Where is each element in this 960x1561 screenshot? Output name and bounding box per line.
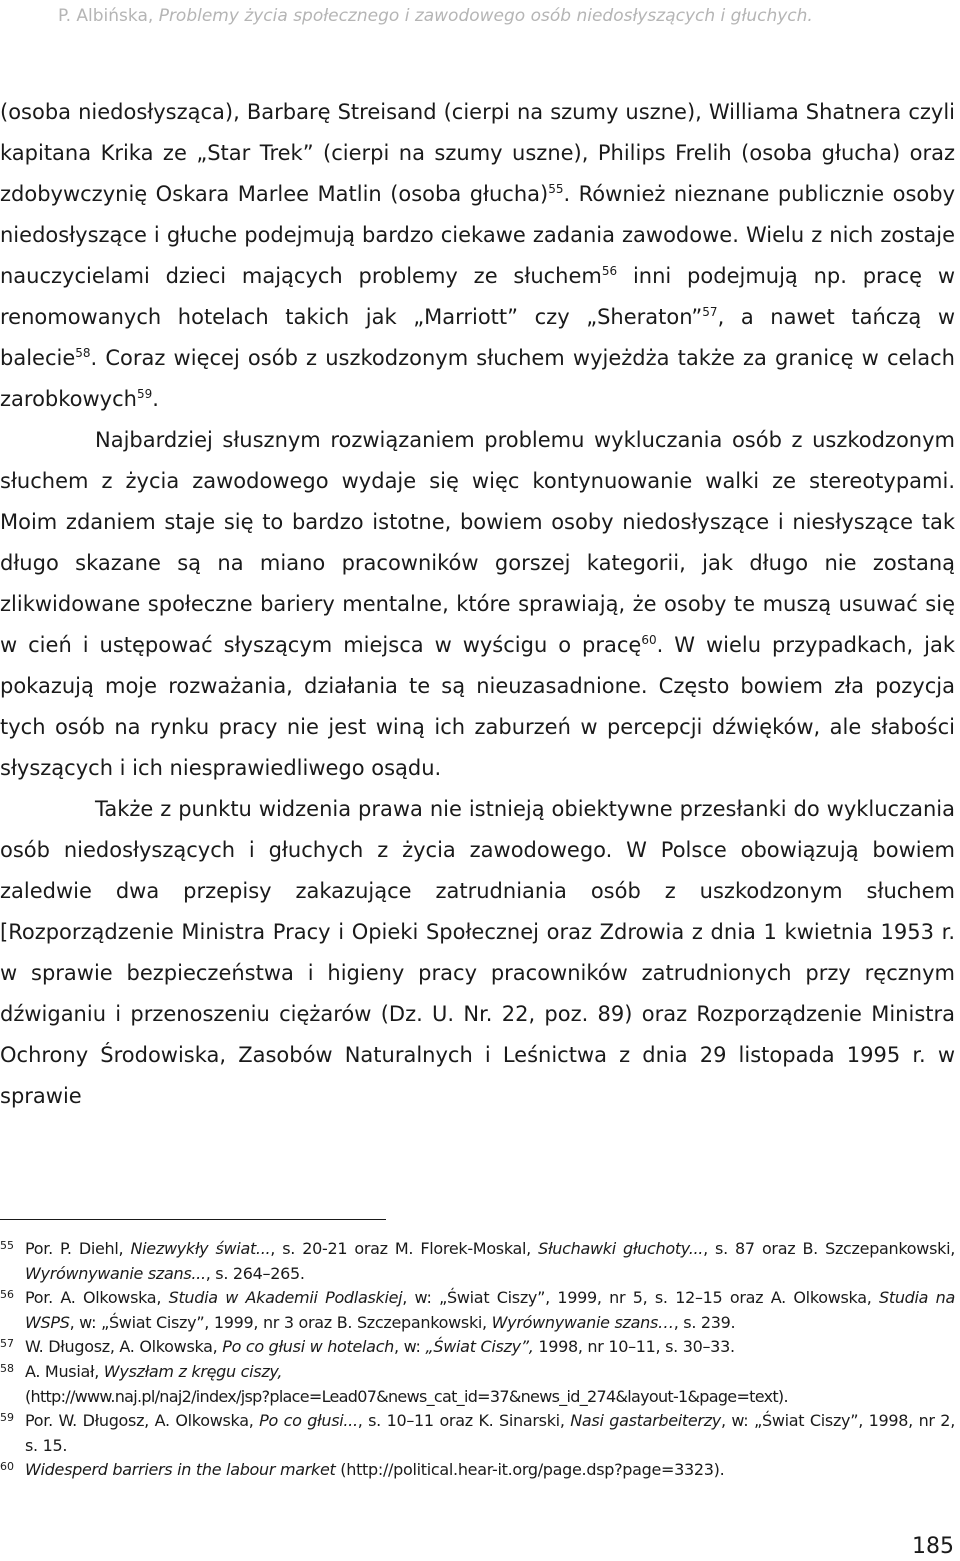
footnotes: [0, 1237, 955, 1483]
text-run: .: [152, 387, 159, 411]
footnote-text: W. Długosz, A. Olkowska,: [25, 1337, 223, 1357]
footnote-title: „Świat Ciszy”,: [425, 1337, 534, 1357]
page-number: 185: [912, 1534, 954, 1559]
footnote-ref-56[interactable]: 56: [601, 264, 618, 278]
body-text: [0, 92, 955, 1117]
footnote-text: , w: „Świat Ciszy”, 1998, nr 2, s. 15.: [25, 1411, 955, 1455]
footnote-text: A. Musiał,: [25, 1361, 104, 1381]
footnote-60: [0, 1458, 955, 1483]
running-header: [58, 6, 813, 26]
footnote-58: [0, 1360, 955, 1409]
footnote-text: , w: „Świat Ciszy”, 1999, nr 5, s. 12–15 oraz A. Olkowska,: [402, 1288, 879, 1308]
text-run: . Również nieznane publicznie osoby niedosłyszące i głuche podejmują bardzo ciekawe zadania zawodowe. Wielu z nich zostaje nauczycielami dzieci mających problemy ze słuchem: [0, 182, 955, 288]
footnote-text: , s. 10–11 oraz K. Sinarski,: [357, 1411, 571, 1431]
footnote-title: Nasi gastarbeiterzy: [570, 1411, 721, 1431]
footnote-url[interactable]: (http://www.naj.pl/naj2/index/jsp?place=Lead07&news_cat_id=37&news_id_274&layout-1&page=text).: [25, 1386, 788, 1406]
footnote-title: Studia w Akademii Podlaskiej: [168, 1288, 403, 1308]
footnote-text: , s. 239.: [673, 1312, 736, 1332]
footnote-ref-59[interactable]: 59: [136, 387, 153, 401]
footnote-separator: [0, 1219, 386, 1220]
footnote-number: 58: [0, 1361, 14, 1375]
footnote-url[interactable]: (http://political.hear-it.org/page.dsp?page=3323).: [335, 1460, 725, 1480]
footnote-text: , s. 20-21 oraz M. Florek-Moskal,: [270, 1239, 539, 1258]
footnote-text: , w:: [394, 1337, 426, 1357]
footnote-text: Por. W. Długosz, A. Olkowska,: [25, 1411, 260, 1431]
footnote-text: , s. 264–265.: [205, 1263, 305, 1283]
paragraph-3: Także z punktu widzenia prawa nie istnieją obiektywne przesłanki do wykluczania osób niedosłyszących i głuchych z życia zawodowego. W Polsce obowiązują bowiem zaledwie dwa przepisy zakazujące zatrudniania osób z uszkodzonym słuchem [Rozporządzenie Ministra Pracy i Opieki Społecznej oraz Zdrowia z dnia 1 kwietnia 1953 r. w sprawie bezpieczeństwa i higieny pracy pracowników zatrudnionych przy ręcznym dźwiganiu i przenoszeniu ciężarów (Dz. U. Nr. 22, poz. 89) oraz Rozporządzenie Ministra Ochrony Środowiska, Zasobów Naturalnych i Leśnictwa z dnia 29 listopada 1995 r. w sprawie: [0, 797, 955, 1108]
footnote-number: 59: [0, 1411, 14, 1425]
footnote-text: 1998, nr 10–11, s. 30–33.: [533, 1337, 735, 1357]
footnote-title: Wyszłam z kręgu ciszy,: [103, 1361, 283, 1381]
footnote-number: 55: [0, 1239, 14, 1252]
footnote-number: 60: [0, 1460, 14, 1474]
text-run: . W wielu przypadkach, jak pokazują moje rozważania, działania te są nieuzasadnione. Często bowiem zła pozycja tych osób na rynku pracy nie jest winą ich zaburzeń w percepcji dźwięków, ale słabości słyszących i ich niesprawiedliwego osądu.: [0, 633, 955, 780]
text-run: (osoba niedosłysząca), Barbarę Streisand (cierpi na szumy uszne), Williama Shatnera czyli kapitana Krika ze „Star Trek” (cierpi na szumy uszne), Philips Frelih (osoba głucha) oraz zdobywczynię Oskara Marlee Matlin (osoba głucha): [0, 100, 955, 206]
header-title: Problemy życia społecznego i zawodowego osób niedosłyszących i głuchych.: [158, 6, 813, 26]
footnote-text: , s. 87 oraz B. Szczepankowski,: [703, 1239, 955, 1258]
footnote-text: Por. P. Diehl,: [25, 1239, 131, 1258]
text-run: inni podejmują np. pracę w renomowanych hotelach takich jak „Marriott” czy „Sheraton”: [0, 264, 955, 329]
footnote-number: 57: [0, 1337, 14, 1351]
footnote-55: [0, 1237, 955, 1286]
footnote-text: , w: „Świat Ciszy”, 1999, nr 3 oraz B. Szczepankowski,: [69, 1312, 492, 1332]
footnote-title: Wyrównywanie szans…: [491, 1312, 674, 1332]
footnote-59: [0, 1409, 955, 1458]
footnote-title: Po co głusi w hotelach: [222, 1337, 395, 1357]
footnote-title: Widesperd barriers in the labour market: [25, 1460, 336, 1480]
text-run: Najbardziej słusznym rozwiązaniem problemu wykluczania osób z uszkodzonym słuchem z życia zawodowego wydaje się więc kontynuowanie walki ze stereotypami. Moim zdaniem staje się to bardzo istotne, bowiem osoby niedosłyszące i niesłyszące tak długo skazane są na miano pracowników gorszej kategorii, jak długo nie zostaną zlikwidowane społeczne bariery mentalne, które sprawiają, że osoby te muszą usuwać się w cień i ustępować słyszącym miejsca w wyścigu o pracę: [0, 428, 955, 657]
footnote-title: Słuchawki głuchoty...: [538, 1239, 704, 1258]
footnote-ref-57[interactable]: 57: [702, 305, 718, 319]
footnote-ref-55[interactable]: 55: [548, 182, 564, 196]
text-run: . Coraz więcej osób z uszkodzonym słuchem wyjeżdża także za granicę w celach zarobkowych: [0, 346, 955, 411]
footnote-56: [0, 1286, 955, 1335]
footnote-title: Studia na WSPS: [25, 1288, 956, 1332]
header-author: P. Albińska,: [58, 6, 159, 26]
footnote-ref-60[interactable]: 60: [641, 633, 657, 647]
footnote-57: [0, 1335, 955, 1360]
paragraph-1: [0, 92, 955, 420]
footnote-number: 56: [0, 1288, 14, 1302]
text-run: , a nawet tańczą w balecie: [0, 305, 955, 370]
footnote-title: Po co głusi...: [259, 1411, 358, 1431]
footnote-title: Wyrównywanie szans...: [25, 1263, 206, 1283]
footnote-title: Niezwykły świat...: [130, 1239, 271, 1258]
footnote-ref-58[interactable]: 58: [75, 346, 91, 360]
paragraph-2: [0, 420, 955, 789]
footnote-text: Por. A. Olkowska,: [25, 1288, 169, 1308]
